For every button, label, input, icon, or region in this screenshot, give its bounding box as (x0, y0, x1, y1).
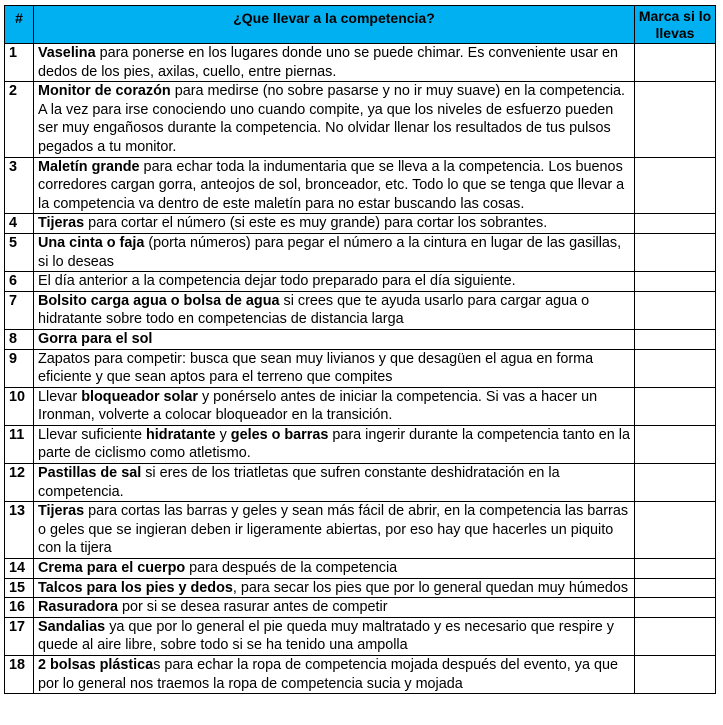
row-number: 5 (5, 233, 34, 271)
row-description (34, 559, 635, 579)
item-text: Zapatos para competir: busca que sean muy livianos y que desagüen el agua en forma eficiente y que sean aptos para el terreno que compites (38, 350, 594, 386)
item-text: Llevar (38, 388, 82, 405)
mark-checkbox-cell[interactable] (635, 157, 716, 214)
row-description (34, 656, 635, 694)
row-description (34, 598, 635, 618)
row-description (34, 502, 635, 559)
row-number: 18 (5, 656, 34, 694)
row-description (34, 329, 635, 349)
item-text: para ponerse en los lugares donde uno se puede chimar. Es conveniente usar en dedos de los pies, axilas, cuello, entre piernas. (38, 45, 619, 80)
row-description (34, 425, 635, 463)
row-number: 13 (5, 502, 34, 559)
item-highlight: bloqueador solar (81, 388, 198, 405)
row-description (34, 387, 635, 425)
row-description (34, 578, 635, 598)
row-number: 3 (5, 157, 34, 214)
row-number: 8 (5, 329, 34, 349)
item-text: para cortas las barras y geles y sean más fácil de abrir, en la competencia las barras o geles que se ingieran deben ir ligeramente abiertas, por eso hay que hacerles un piquito con la tijera (38, 503, 629, 557)
item-text: para después de la competencia (185, 560, 398, 577)
table-row (5, 349, 716, 387)
row-number: 15 (5, 578, 34, 598)
table-row (5, 272, 716, 292)
mark-checkbox-cell[interactable] (635, 82, 716, 157)
mark-checkbox-cell[interactable] (635, 617, 716, 655)
table-row (5, 233, 716, 271)
item-text: si crees que te ayuda usarlo para cargar agua o hidratante sobre todo en competencias de distancia larga (38, 292, 590, 328)
row-description (34, 44, 635, 82)
table-row (5, 329, 716, 349)
item-text: para cortar el número (si este es muy grande) para cortar los sobrantes. (84, 215, 548, 232)
header-number: # (5, 6, 34, 44)
row-description (34, 214, 635, 234)
item-text: , para secar los pies que por lo general quedan muy húmedos (232, 579, 629, 596)
row-number: 10 (5, 387, 34, 425)
table-row (5, 464, 716, 502)
row-number: 6 (5, 272, 34, 292)
row-description (34, 157, 635, 214)
item-text: Llevar suficiente (38, 426, 146, 443)
table-row (5, 44, 716, 82)
mark-checkbox-cell[interactable] (635, 656, 716, 694)
row-description (34, 82, 635, 157)
row-number: 16 (5, 598, 34, 618)
mark-checkbox-cell[interactable] (635, 214, 716, 234)
item-highlight: hidratante (146, 426, 216, 443)
table-row (5, 559, 716, 579)
item-highlight: Monitor de corazón (38, 83, 171, 100)
item-highlight: Vaselina (38, 45, 96, 61)
mark-checkbox-cell[interactable] (635, 578, 716, 598)
item-text: y (215, 426, 231, 443)
checklist-table (4, 5, 716, 694)
row-number: 14 (5, 559, 34, 579)
item-highlight: Crema para el cuerpo (38, 560, 186, 577)
header-title: ¿Que llevar a la competencia? (34, 6, 635, 44)
item-highlight: Sandalias (38, 618, 106, 635)
item-highlight: Maletín grande (38, 158, 140, 175)
item-highlight: Talcos para los pies y dedos (38, 579, 233, 596)
mark-checkbox-cell[interactable] (635, 272, 716, 292)
item-highlight: Pastillas de sal (38, 465, 142, 482)
item-text: s para echar la ropa de competencia mojada después del evento, ya que por lo general nos traemos la ropa de competencia sucia y mojada (38, 657, 618, 692)
row-number: 1 (5, 44, 34, 82)
item-text: para echar toda la indumentaria que se lleva a la competencia. Los buenos corredores cargan gorra, anteojos de sol, bronceador, etc. Todo lo que se tenga que llevar a la competencia va dentro de este maletín para no estar buscando las cosas. (38, 158, 625, 212)
table-row (5, 425, 716, 463)
table-row (5, 157, 716, 214)
mark-checkbox-cell[interactable] (635, 502, 716, 559)
item-text: si eres de los triatletas que sufren constante deshidratación en la competencia. (38, 465, 560, 500)
checklist-rows (5, 44, 716, 694)
header-mark: Marca si lo llevas (635, 6, 716, 44)
row-description (34, 464, 635, 502)
mark-checkbox-cell[interactable] (635, 464, 716, 502)
row-number: 7 (5, 291, 34, 329)
table-row (5, 578, 716, 598)
table-row (5, 656, 716, 694)
item-highlight: Tijeras (38, 503, 85, 520)
table-row (5, 82, 716, 157)
checklist-document (4, 5, 716, 694)
row-description (34, 349, 635, 387)
item-highlight: 2 bolsas plástica (38, 657, 154, 673)
mark-checkbox-cell[interactable] (635, 425, 716, 463)
mark-checkbox-cell[interactable] (635, 387, 716, 425)
item-text: por si se desea rasurar antes de competir (117, 599, 388, 616)
row-number: 9 (5, 349, 34, 387)
row-description (34, 617, 635, 655)
row-number: 4 (5, 214, 34, 234)
row-description (34, 272, 635, 292)
table-row (5, 502, 716, 559)
item-text: para medirse (no sobre pasarse y no ir muy suave) en la competencia. A la vez para irse conociendo uno cuando compite, ya que los niveles de esfuerzo pueden ser muy engañosos durante la competencia. No olvidar llenar los resultados de tus pulsos pegados a tu monitor. (38, 83, 626, 155)
row-description (34, 233, 635, 271)
table-row (5, 617, 716, 655)
mark-checkbox-cell[interactable] (635, 44, 716, 82)
row-number: 17 (5, 617, 34, 655)
item-highlight: Gorra para el sol (38, 330, 153, 347)
table-row (5, 598, 716, 618)
table-row (5, 214, 716, 234)
table-row (5, 291, 716, 329)
item-text: El día anterior a la competencia dejar todo preparado para el día siguiente. (38, 273, 516, 290)
mark-checkbox-cell[interactable] (635, 559, 716, 579)
mark-checkbox-cell[interactable] (635, 233, 716, 271)
row-number: 12 (5, 464, 34, 502)
item-text: ya que por lo general el pie queda muy maltratado y es necesario que respire y quede al aire libre, sobre todo si se ha tenido una ampolla (38, 618, 614, 654)
row-number: 11 (5, 425, 34, 463)
table-row (5, 387, 716, 425)
item-text: (porta números) para pegar el número a la cintura en lugar de las gasillas, si lo deseas (38, 234, 622, 270)
table-header-row (5, 6, 716, 44)
row-description (34, 291, 635, 329)
item-text: y ponérselo antes de iniciar la competencia. Si vas a hacer un Ironman, volverte a colocar bloqueador en la transición. (38, 388, 598, 424)
mark-checkbox-cell[interactable] (635, 291, 716, 329)
item-highlight: Una cinta o faja (38, 234, 145, 251)
mark-checkbox-cell[interactable] (635, 598, 716, 618)
mark-checkbox-cell[interactable] (635, 329, 716, 349)
mark-checkbox-cell[interactable] (635, 349, 716, 387)
item-highlight: Rasuradora (38, 599, 118, 616)
item-highlight: Tijeras (38, 215, 85, 232)
item-highlight: Bolsito carga agua o bolsa de agua (38, 292, 280, 309)
row-number: 2 (5, 82, 34, 157)
item-highlight: geles o barras (230, 426, 329, 443)
item-text: para ingerir durante la competencia tanto en la parte de ciclismo como atletismo. (38, 426, 630, 462)
